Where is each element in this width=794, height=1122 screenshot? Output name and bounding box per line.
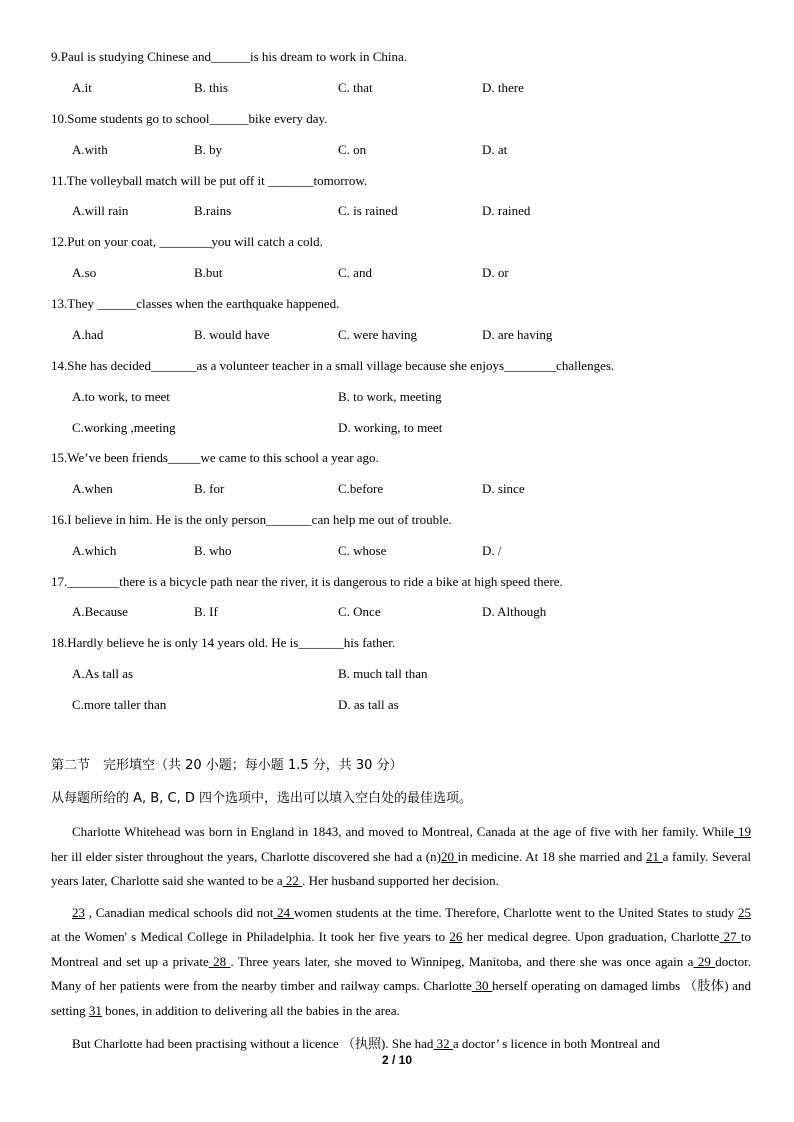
passage-text: doctor. Many of her patients were from the nearby timber and railway camps. Charlotte	[51, 953, 751, 993]
option-9-b: B. this	[194, 80, 228, 95]
passage-paragraph-2	[51, 901, 751, 1024]
option-18-b: B. much tall than	[338, 666, 428, 681]
passage-text: her medical degree. Upon graduation, Charlotte	[462, 929, 720, 944]
passage-text: her ill elder sister throughout the years, Charlotte discovered she had a (n)	[51, 848, 441, 864]
option-17-a: A.Because	[72, 604, 128, 619]
question-14: 14.She has decided_______as a volunteer teacher in a small village because she enjoys________challenges.	[51, 358, 615, 373]
blank-26: 26	[449, 929, 463, 944]
option-10-b: B. by	[194, 142, 223, 157]
blank-29: 29	[693, 953, 716, 969]
option-9-c: C. that	[338, 80, 373, 95]
option-10-c: C. on	[338, 142, 367, 157]
passage-text: herself operating on damaged limbs （肢体) and setting	[51, 978, 752, 1018]
question-17: 17.________there is a bicycle path near the river, it is dangerous to ride a bike at high speed there.	[51, 574, 563, 589]
passage-text: at the Women' s Medical College in Philadelphia. It took her five years to	[51, 929, 450, 944]
passage-text: , Canadian medical schools did not	[85, 904, 274, 920]
option-9-a: A.it	[72, 80, 92, 95]
page-number: 2 / 10	[381, 1053, 413, 1067]
cloze-passage	[51, 820, 751, 1057]
option-15-c: C.before	[338, 481, 384, 496]
option-13-c: C. were having	[338, 327, 418, 342]
question-12: 12.Put on your coat, ________you will catch a cold.	[51, 234, 323, 249]
option-16-d: D. /	[482, 543, 502, 558]
passage-text: But Charlotte had been practising without a licence （执照). She had	[72, 1036, 434, 1051]
blank-19: 19	[733, 824, 752, 839]
option-12-a: A.so	[72, 265, 97, 280]
option-16-c: C. whose	[338, 543, 387, 558]
blank-23: 23	[72, 904, 85, 920]
blank-32: 32	[433, 1036, 453, 1051]
blank-27: 27	[719, 929, 741, 944]
option-11-a: A.will rain	[72, 203, 129, 218]
section-instruction: 从每题所给的 A, B, C, D 四个选项中，选出可以填入空白处的最佳选项。	[51, 791, 472, 806]
passage-text: a doctor’ s licence in both Montreal and	[452, 1036, 660, 1051]
option-16-b: B. who	[194, 543, 232, 558]
option-15-d: D. since	[482, 481, 525, 496]
option-15-b: B. for	[194, 481, 225, 496]
option-13-d: D. are having	[482, 327, 553, 342]
option-10-a: A.with	[72, 142, 108, 157]
blank-20: 20	[440, 848, 458, 864]
question-13: 13.They ______classes when the earthquake happened.	[51, 296, 340, 311]
option-18-a: A.As tall as	[72, 666, 134, 681]
passage-text: women students at the time. Therefore, Charlotte went to the United States to study	[293, 904, 738, 920]
option-9-d: D. there	[482, 80, 524, 95]
question-15: 15.We’ve been friends_____we came to this school a year ago.	[51, 450, 379, 465]
option-10-d: D. at	[482, 142, 508, 157]
blank-22: 22	[282, 873, 303, 888]
passage-text: a family. Several years later, Charlotte said she wanted to be a	[51, 848, 752, 888]
blank-25: 25	[738, 904, 751, 920]
option-13-a: A.had	[72, 327, 104, 342]
option-12-b: B.but	[194, 265, 223, 280]
passage-text: Charlotte Whitehead was born in England in 1843, and moved to Montreal, Canada at the age of five with her family. While	[72, 824, 734, 839]
option-12-d: D. or	[482, 265, 509, 280]
option-15-a: A.when	[72, 481, 113, 496]
option-14-d: D. working, to meet	[338, 420, 443, 435]
passage-paragraph-1	[51, 820, 751, 894]
option-16-a: A.which	[72, 543, 117, 558]
option-11-c: C. is rained	[338, 203, 398, 218]
blank-21: 21	[645, 848, 663, 864]
option-18-d: D. as tall as	[338, 697, 399, 712]
passage-text: . Three years later, she moved to Winnipeg, Manitoba, and there she was once again a	[230, 953, 694, 969]
passage-text: in medicine. At 18 she married and	[457, 848, 646, 864]
option-13-b: B. would have	[194, 327, 270, 342]
question-9: 9.Paul is studying Chinese and______is his dream to work in China.	[51, 49, 408, 64]
option-18-c: C.more taller than	[72, 697, 167, 712]
question-11: 11.The volleyball match will be put off it _______tomorrow.	[51, 173, 368, 188]
option-14-a: A.to work, to meet	[72, 389, 170, 404]
passage-text: . Her husband supported her decision.	[302, 873, 499, 888]
passage-text: to Montreal and set up a private	[51, 929, 751, 969]
question-10: 10.Some students go to school______bike every day.	[51, 111, 328, 126]
question-18: 18.Hardly believe he is only 14 years old. He is_______his father.	[51, 635, 396, 650]
option-14-c: C.working ,meeting	[72, 420, 176, 435]
option-17-b: B. If	[194, 604, 218, 619]
option-11-b: B.rains	[194, 203, 232, 218]
blank-28: 28	[208, 953, 231, 969]
question-16: 16.I believe in him. He is the only person_______can help me out of trouble.	[51, 512, 452, 527]
option-17-c: C. Once	[338, 604, 381, 619]
blank-31: 31	[88, 1002, 102, 1018]
option-11-d: D. rained	[482, 203, 531, 218]
blank-30: 30	[471, 978, 493, 993]
passage-text: bones, in addition to delivering all the babies in the area.	[101, 1002, 400, 1018]
section-heading: 第二节 完形填空（共 20 小题；每小题 1.5 分，共 30 分）	[51, 758, 403, 773]
option-17-d: D. Although	[482, 604, 547, 619]
blank-24: 24	[273, 904, 294, 920]
option-12-c: C. and	[338, 265, 372, 280]
option-14-b: B. to work, meeting	[338, 389, 442, 404]
